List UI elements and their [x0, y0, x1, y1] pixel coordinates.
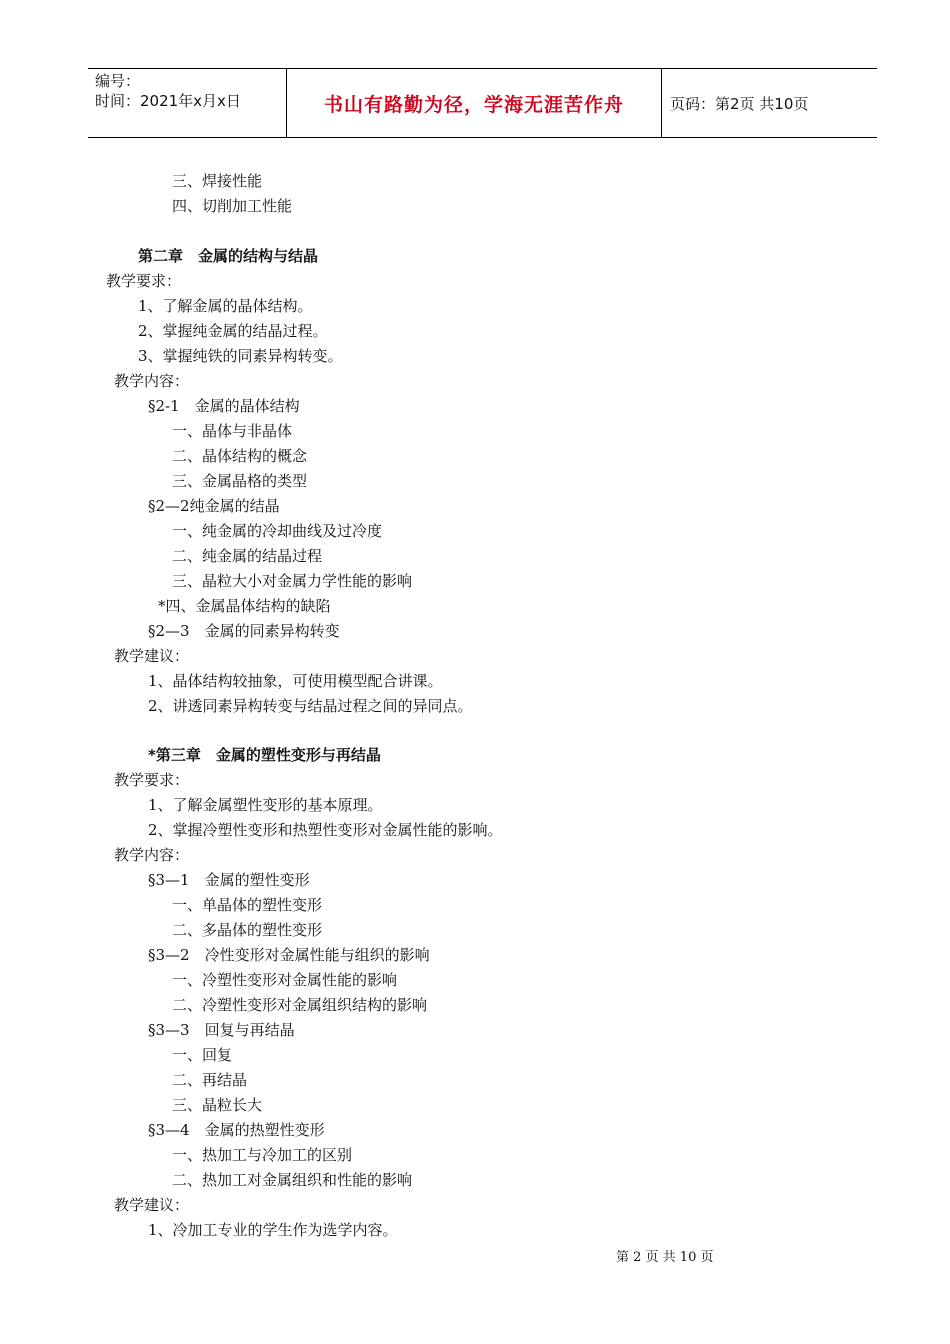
body-line: 二、冷塑性变形对金属组织结构的影响 [172, 996, 428, 1014]
body-line: 一、冷塑性变形对金属性能的影响 [172, 971, 398, 989]
body-line: 一、回复 [172, 1046, 233, 1064]
body-line: 三、焊接性能 [172, 172, 263, 190]
body-line: 1、冷加工专业的学生作为选学内容。 [148, 1221, 398, 1239]
body-line: 2、讲透同素异构转变与结晶过程之间的异同点。 [148, 697, 473, 715]
body-line: 四、切削加工性能 [172, 197, 293, 215]
subsection-line: §3—3 回复与再结晶 [148, 1021, 295, 1039]
body-line: 二、热加工对金属组织和性能的影响 [172, 1171, 413, 1189]
body-line: 三、金属晶格的类型 [172, 472, 308, 490]
body-line: 一、热加工与冷加工的区别 [172, 1146, 353, 1164]
subsection-line: §3—1 金属的塑性变形 [148, 871, 310, 889]
body-line: 一、晶体与非晶体 [172, 422, 293, 440]
body-line: 二、纯金属的结晶过程 [172, 547, 323, 565]
body-line: 三、晶粒长大 [172, 1096, 263, 1114]
body-line: 一、纯金属的冷却曲线及过冷度 [172, 522, 383, 540]
body-line: 二、多晶体的塑性变形 [172, 921, 323, 939]
serial-label: 编号： [95, 72, 141, 90]
body-line: 1、晶体结构较抽象，可使用模型配合讲课。 [148, 672, 443, 690]
section-label: 教学要求： [114, 771, 190, 789]
header-motto: 书山有路勤为径，学海无涯苦作舟 [287, 69, 662, 137]
section-label: 教学建议： [114, 1196, 190, 1214]
page-header [88, 68, 877, 138]
body-line: 2、掌握冷塑性变形和热塑性变形对金属性能的影响。 [148, 821, 503, 839]
chapter-heading: 第二章 金属的结构与结晶 [138, 247, 319, 265]
body-line: 三、晶粒大小对金属力学性能的影响 [172, 572, 413, 590]
subsection-line: §2-1 金属的晶体结构 [148, 397, 300, 415]
body-line: *四、金属晶体结构的缺陷 [158, 597, 331, 615]
subsection-line: §2—3 金属的同素异构转变 [148, 622, 340, 640]
body-line: 1、了解金属塑性变形的基本原理。 [148, 796, 383, 814]
subsection-line: §3—4 金属的热塑性变形 [148, 1121, 325, 1139]
section-label: 教学要求： [106, 272, 182, 290]
page-footer: 第 2 页 共 10 页 [616, 1250, 714, 1265]
chapter-heading: *第三章 金属的塑性变形与再结晶 [148, 746, 381, 764]
body-line: 二、晶体结构的概念 [172, 447, 308, 465]
section-label: 教学建议： [114, 647, 190, 665]
subsection-line: §3—2 冷性变形对金属性能与组织的影响 [148, 946, 430, 964]
header-page-label: 页码：第2页 共10页 [670, 94, 809, 113]
body-line: 二、再结晶 [172, 1071, 248, 1089]
body-line: 3、掌握纯铁的同素异构转变。 [138, 347, 343, 365]
section-label: 教学内容： [114, 372, 190, 390]
body-line: 一、单晶体的塑性变形 [172, 896, 323, 914]
body-line: 1、了解金属的晶体结构。 [138, 297, 313, 315]
time-label: 时间：2021年x月x日 [95, 92, 241, 110]
body-line: 2、掌握纯金属的结晶过程。 [138, 322, 328, 340]
header-info-cell [88, 69, 287, 137]
section-label: 教学内容： [114, 846, 190, 864]
subsection-line: §2—2纯金属的结晶 [148, 497, 280, 515]
